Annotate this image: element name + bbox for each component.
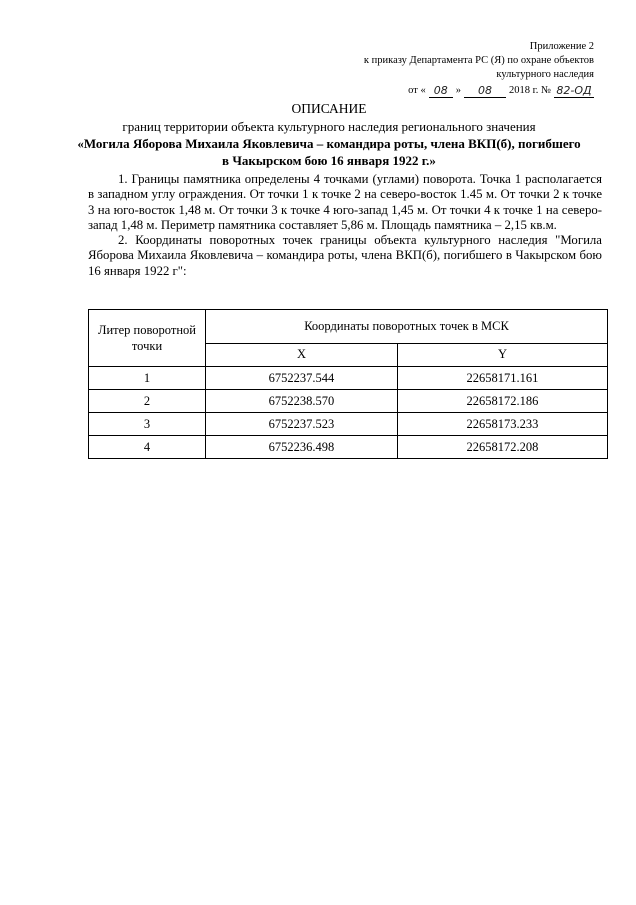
cell-liter: 1	[89, 367, 206, 390]
order-prefix: от «	[408, 85, 426, 96]
cell-y: 22658172.208	[397, 436, 607, 459]
order-date-line	[294, 84, 594, 98]
cell-y: 22658173.233	[397, 413, 607, 436]
cell-liter: 2	[89, 390, 206, 413]
document-title: ОПИСАНИЕ	[291, 101, 367, 116]
document-subtitle: границ территории объекта культурного наследия регионального значения	[122, 119, 536, 134]
paragraph-coordinates-intro: 2. Координаты поворотных точек границы объекта культурного наследия "Могила Яборова Михаила Яковлевича – командира роты, члена ВКП(б), погибшего в Чакырском бою 16 января 1922 г":	[88, 233, 602, 278]
order-month-handwritten: 08	[464, 84, 506, 98]
appendix-block	[294, 40, 594, 98]
table-header-row	[89, 310, 608, 344]
appendix-line-1: Приложение 2	[529, 41, 594, 52]
cell-x: 6752237.544	[206, 367, 398, 390]
order-mid: »	[455, 85, 461, 96]
table-row	[89, 436, 608, 459]
cell-y: 22658171.161	[397, 367, 607, 390]
order-day-handwritten: 08	[429, 84, 453, 98]
header-x: X	[206, 343, 398, 366]
table-row	[89, 367, 608, 390]
coordinates-table	[88, 309, 608, 459]
cell-x: 6752237.523	[206, 413, 398, 436]
order-number-handwritten: 82-ОД	[554, 84, 594, 98]
object-name-line-1: «Могила Яборова Михаила Яковлевича – командира роты, члена ВКП(б), погибшего	[77, 136, 581, 151]
cell-x: 6752236.498	[206, 436, 398, 459]
order-year: 2018 г. №	[508, 85, 551, 96]
appendix-line-3: культурного наследия	[496, 69, 594, 80]
paragraph-boundaries: 1. Границы памятника определены 4 точками (углами) поворота. Точка 1 располагается в западном углу ограждения. От точки 1 к точке 2 на северо-восток 1.45 м. От точки 2 к точке 3 на юго-восток 1,48 м. От точки 3 к точке 4 юго-запад 1,45 м. От точки 4 к точке 1 на северо-запад 1,48 м. Периметр памятника составляет 5,86 м. Площадь памятника – 2,15 кв.м.	[88, 172, 602, 232]
object-name-line-2: в Чакырском бою 16 января 1922 г.»	[222, 153, 436, 168]
appendix-line-2: к приказу Департамента РС (Я) по охране объектов	[363, 55, 594, 66]
title-block	[60, 100, 598, 169]
header-liter: Литер поворотной точки	[89, 310, 206, 367]
cell-y: 22658172.186	[397, 390, 607, 413]
cell-liter: 4	[89, 436, 206, 459]
body-text	[88, 172, 602, 279]
header-y: Y	[397, 343, 607, 366]
header-coordinates: Координаты поворотных точек в МСК	[206, 310, 608, 344]
cell-liter: 3	[89, 413, 206, 436]
table-row	[89, 413, 608, 436]
table-row	[89, 390, 608, 413]
cell-x: 6752238.570	[206, 390, 398, 413]
